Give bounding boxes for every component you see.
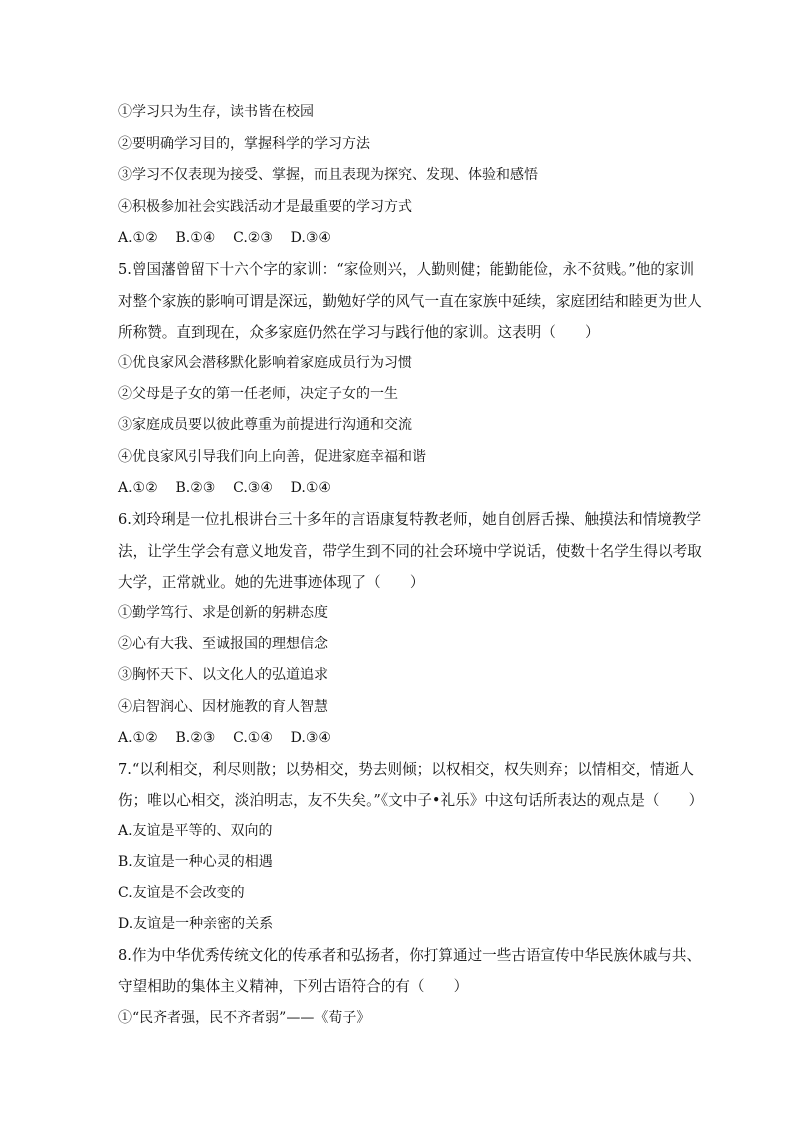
q8-stem-line-2: 守望相助的集体主义精神，下列古语符合的有（ ） <box>118 978 469 995</box>
q4-option-3: ③学习不仅表现为接受、掌握，而且表现为探究、发现、体验和感悟 <box>118 167 538 183</box>
q5-choices: A.①② B.②③ C.③④ D.①④ <box>118 480 331 496</box>
q4-option-1: ①学习只为生存，读书皆在校园 <box>118 104 314 120</box>
q5-stem-line-1: 5.曾国藩曾留下十六个字的家训：“家俭则兴，人勤则健；能勤能俭，永不贫贱。”他的家训 <box>118 261 695 278</box>
q7-stem-line-1: 7.“以利相交，利尽则散；以势相交，势去则倾；以权相交，权失则弃；以情相交，情逝人 <box>118 761 694 778</box>
q7-option-a: A.友谊是平等的、双向的 <box>118 823 273 839</box>
q6-stem-line-3: 大学，正常就业。她的先进事迹体现了（ ） <box>118 574 425 591</box>
q4-option-2: ②要明确学习目的，掌握科学的学习方法 <box>118 136 370 152</box>
q6-stem-line-1: 6.刘玲琍是一位扎根讲台三十多年的言语康复特教老师，她自创唇舌操、触摸法和情境教学 <box>118 511 702 528</box>
q8-stem-line-1: 8.作为中华优秀传统文化的传承者和弘扬者，你打算通过一些古语宣传中华民族休戚与共、 <box>118 947 702 964</box>
q6-option-4: ④启智润心、因材施教的育人智慧 <box>118 699 328 715</box>
q7-option-b: B.友谊是一种心灵的相遇 <box>118 854 273 870</box>
q5-option-2: ②父母是子女的第一任老师，决定子女的一生 <box>118 386 398 402</box>
q4-choices: A.①② B.①④ C.②③ D.③④ <box>118 230 331 246</box>
q6-choices: A.①② B.②③ C.①④ D.③④ <box>118 730 331 746</box>
q5-option-4: ④优良家风引导我们向上向善，促进家庭幸福和谐 <box>118 449 426 465</box>
q7-stem-line-2: 伤；唯以心相交，淡泊明志，友不失矣。”《文中子•礼乐》中这句话所表达的观点是（ ） <box>118 792 704 809</box>
q6-option-2: ②心有大我、至诚报国的理想信念 <box>118 636 328 652</box>
q6-stem-line-2: 法，让学生学会有意义地发音，带学生到不同的社会环境中学说话，使数十名学生得以考取 <box>118 543 702 560</box>
q7-option-c: C.友谊是不会改变的 <box>118 885 245 901</box>
q5-stem-line-3: 所称赞。直到现在，众多家庭仍然在学习与践行他的家训。这表明（ ） <box>118 324 600 341</box>
q5-stem-line-2: 对整个家族的影响可谓是深远，勤勉好学的风气一直在家族中延续，家庭团结和睦更为世人 <box>118 293 702 310</box>
q7-option-d: D.友谊是一种亲密的关系 <box>118 916 274 932</box>
q5-option-1: ①优良家风会潜移默化影响着家庭成员行为习惯 <box>118 355 412 371</box>
q6-option-3: ③胸怀天下、以文化人的弘道追求 <box>118 667 328 683</box>
q8-option-1: ①“民齐者强，民不齐者弱”——《荀子》 <box>118 1010 371 1026</box>
q6-option-1: ①勤学笃行、求是创新的躬耕态度 <box>118 605 328 621</box>
q4-option-4: ④积极参加社会实践活动才是最重要的学习方式 <box>118 199 412 215</box>
q5-option-3: ③家庭成员要以彼此尊重为前提进行沟通和交流 <box>118 417 412 433</box>
